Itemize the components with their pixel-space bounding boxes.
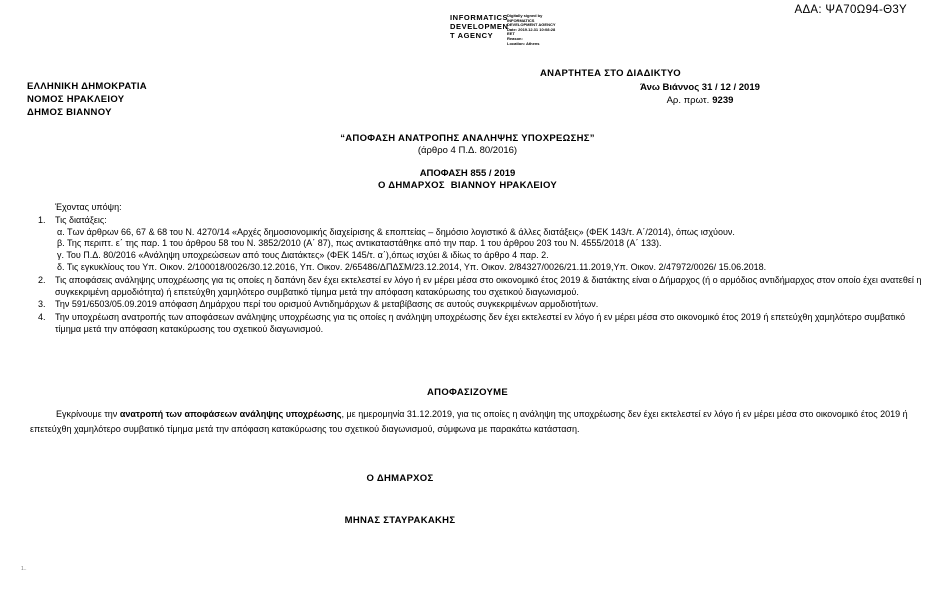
digital-signature-stamp: [450, 13, 577, 46]
signature-detail-line: Reason:: [507, 35, 523, 41]
decision-paragraph: [30, 407, 915, 437]
signatory-name: ΜΗΝΑΣ ΣΤΑΥΡΑΚΑΚΗΣ: [344, 515, 456, 526]
signature-detail-line: DEVELOPMENT AGENCY: [507, 22, 556, 28]
ada-code: ΑΔΑ: ΨΑ70Ω94-Θ3Υ: [794, 4, 907, 16]
place-date: Άνω Βιάννος 31 / 12 / 2019: [640, 81, 760, 93]
decision-heading: ΑΠΟΦΑΣΙΖΟΥΜΕ: [427, 387, 508, 398]
list-subitem: β. Της περιπτ. ε΄ της παρ. 1 του άρθρου 58 του Ν. 3852/2010 (Α΄ 87), πως αντικαταστάθηκε από την παρ. 1 του άρθρου 203 του Ν. 4555/2018 (Α΄ 133).: [57, 238, 662, 249]
internet-posting-label: ΑΝΑΡΤΗΤΕΑ ΣΤΟ ΔΙΑΔΙΚΤΥΟ: [540, 68, 681, 79]
list-subitem: γ. Του Π.Δ. 80/2016 «Ανάληψη υποχρεώσεων από τους Διατάκτες» (ΦΕΚ 145/τ. α΄),όπως ισχύει & ιδίως το άρθρο 4 παρ. 2.: [57, 250, 549, 261]
signatory-title: Ο ΔΗΜΑΡΧΟΣ: [366, 473, 434, 484]
document-titles: [0, 133, 935, 192]
list-item-number: 2.: [38, 274, 46, 285]
footer-mark: 1..: [21, 566, 27, 572]
protocol-block: [540, 67, 860, 108]
protocol-number-label: Αρ. πρωτ.: [666, 95, 710, 106]
decision-type-title: “ΑΠΟΦΑΣΗ ΑΝΑΤΡΟΠΗΣ ΑΝΑΛΗΨΗΣ ΥΠΟΧΡΕΩΣΗΣ”: [340, 133, 595, 144]
considerations-section: [38, 202, 922, 337]
issuing-authority-title: Ο ΔΗΜΑΡΧΟΣ ΒΙΑΝΝΟΥ ΗΡΑΚΛΕΙΟΥ: [377, 180, 558, 191]
protocol-number-row: [540, 94, 860, 108]
list-subitem: α. Των άρθρων 66, 67 & 68 του Ν. 4270/14 «Αρχές δημοσιονομικής διαχείρισης & εποπτείας – δημόσιο λογιστικό & άλλες διατάξεις» (ΦΕΚ 143/τ. Α΄/2014), όπως ισχύουν.: [57, 226, 735, 237]
decision-text-pre: Εγκρίνουμε την: [56, 409, 120, 419]
signature-detail-line: Location: Athens: [507, 40, 540, 46]
considerations-intro: Έχοντας υπόψη:: [55, 202, 122, 212]
signature-detail-line: Digitally signed by: [507, 13, 543, 18]
list-item-text: Την 591/6503/05.09.2019 απόφαση Δημάρχου περί του ορισμού Αντιδημάρχων & μεταβίβασης σε αυτούς συγκεκριμένων αρμοδιοτήτων.: [55, 299, 599, 310]
list-item-number: 1.: [38, 214, 46, 225]
agency-line: T AGENCY: [450, 31, 494, 40]
protocol-number-value: 9239: [712, 95, 734, 106]
issuer-country: ΕΛΛΗΝΙΚΗ ΔΗΜΟΚΡΑΤΙΑ: [27, 81, 147, 92]
list-item-text: Τις αποφάσεις ανάληψης υποχρέωσης για τις οποίες η δαπάνη δεν έχει εκτελεστεί εν λόγο ή εν μέρει μέσα στο οικονομικό έτος 2019 & διατάκτης είναι ο Δήμαρχος (ή ο αρμόδιος αντιδήμαρχος στον οποίο έχει ανατεθεί η συγκεκριμένη αρμοδιότητα) ή επετεύχθη χαμηλότερο συμβατικό τίμημα μετά την απόφαση κατακύρωσης του σχετικού διαγωνισμού.: [55, 274, 922, 297]
list-item: [38, 275, 922, 299]
decision-text-post: , με ημερομηνία 31.12.2019, για τις οποίες η ανάληψη της υποχρέωσης δεν έχει εκτελεστεί εν λόγο ή εν μέρει μέσα στο οικονομικό έτος 2019 ή επετεύχθη χαμηλότερο συμβατικό τίμημα μετά την απόφαση κατακύρωσης του σχετικού διαγωνισμού, σύμφωνα με παρακάτω κατάσταση.: [30, 409, 908, 434]
list-item-text: Τις διατάξεις:: [55, 214, 107, 225]
list-item: [38, 299, 922, 311]
list-subitem: δ. Τις εγκυκλίους του Υπ. Οικον. 2/100018/0026/30.12.2016, Υπ. Οικον. 2/65486/ΔΠΔΣΜ/23.12.2014, Υπ. Οικον. 2/84327/0026/21.11.2019,Υπ. Οικον. 2/47972/0026/ 15.06.2018.: [57, 261, 767, 272]
signature-detail-line: INFORMATICS: [507, 17, 535, 23]
list-item: [38, 215, 922, 274]
signature-detail-line: Date: 2019.12.31 10:08:28: [507, 26, 556, 32]
decision-number-title: ΑΠΟΦΑΣΗ 855 / 2019: [419, 168, 516, 179]
signature-detail-line: EET: [507, 31, 515, 37]
legal-basis-subtitle: (άρθρο 4 Π.Δ. 80/2016): [417, 145, 518, 156]
issuer-municipality: ΔΗΜΟΣ ΒΙΑΝΝΟΥ: [27, 107, 112, 118]
list-item-number: 3.: [38, 299, 46, 310]
issuer-prefecture: ΝΟΜΟΣ ΗΡΑΚΛΕΙΟΥ: [27, 94, 125, 105]
agency-line: DEVELOPMEN: [450, 22, 509, 31]
list-item-text: Την υποχρέωση ανατροπής των αποφάσεων ανάληψης υποχρέωσης για τις οποίες η ανάληψη υποχρέωσης δεν έχει εκτελεστεί εν λόγο ή εν μέρει μέσα στο οικονομικό έτος 2019 ή επετεύχθη χαμηλότερο συμβατικό τίμημα μετά την απόφαση κατακύρωσης του σχετικού διαγωνισμού.: [55, 312, 906, 334]
signature-agency-name: [450, 13, 509, 46]
signature-details: [507, 13, 577, 46]
issuer-block: [27, 80, 147, 119]
list-item: [38, 312, 922, 336]
agency-line: INFORMATICS: [450, 13, 509, 22]
list-item-number: 4.: [38, 312, 46, 323]
decision-text-bold: ανατροπή των αποφάσεων ανάληψης υποχρέωσης: [119, 409, 342, 419]
